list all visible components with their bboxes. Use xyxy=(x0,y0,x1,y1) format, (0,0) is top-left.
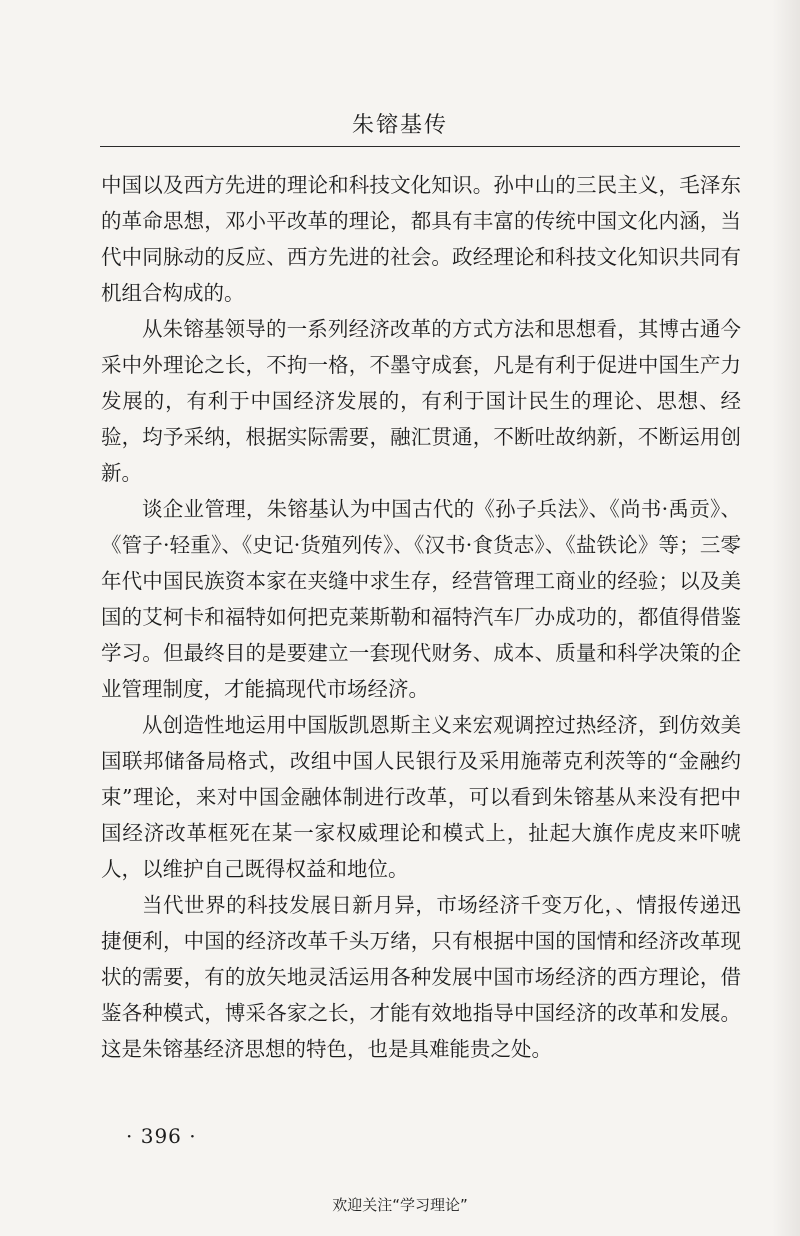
footer-note: 欢迎关注“学习理论” xyxy=(332,1196,468,1214)
body-text xyxy=(101,167,741,1067)
paragraph-4: 从创造性地运用中国版凯恩斯主义来宏观调控过热经济，到仿效美国联邦储备局格式，改组中国人民银行及采用施蒂克利茨等的“金融约束”理论，来对中国金融体制进行改革，可以看到朱镕基从来没有把中国经济改革框死在某一家权威理论和模式上，扯起大旗作虎皮来吓唬人，以维护自己既得权益和地位。 xyxy=(101,713,741,881)
page-edge-shadow xyxy=(772,0,800,1236)
page-number: · 396 · xyxy=(126,1124,197,1148)
paragraph-2: 从朱镕基领导的一系列经济改革的方式方法和思想看，其博古通今采中外理论之长，不拘一格，不墨守成套，凡是有利于促进中国生产力发展的，有利于中国经济发展的，有利于国计民生的理论、思想、经验，均予采纳，根据实际需要，融汇贯通，不断吐故纳新，不断运用创新。 xyxy=(101,317,741,485)
paragraph-1: 中国以及西方先进的理论和科技文化知识。孙中山的三民主义，毛泽东的革命思想，邓小平改革的理论，都具有丰富的传统中国文化内涵，当代中同脉动的反应、西方先进的社会。政经理论和科技文化知识共同有机组合构成的。 xyxy=(101,173,741,305)
paragraph-5: 当代世界的科技发展日新月异，市场经济千变万化，、情报传递迅捷便利，中国的经济改革千头万绪，只有根据中国的国情和经济改革现状的需要，有的放矢地灵活运用各种发展中国市场经济的西方理论，借鉴各种模式，博采各家之长，才能有效地指导中国经济的改革和发展。这是朱镕基经济思想的特色，也是具难能贵之处。 xyxy=(101,893,741,1061)
header-rule xyxy=(100,146,740,147)
paragraph-3: 谈企业管理，朱镕基认为中国古代的《孙子兵法》、《尚书·禹贡》、《管子·轻重》、《史记·货殖列传》、《汉书·食货志》、《盐铁论》等；三零年代中国民族资本家在夹缝中求生存，经营管理工商业的经验；以及美国的艾柯卡和福特如何把克莱斯勒和福特汽车厂办成功的，都值得借鉴学习。但最终目的是要建立一套现代财务、成本、质量和科学决策的企业管理制度，才能搞现代市场经济。 xyxy=(101,497,741,701)
running-head-title: 朱镕基传 xyxy=(351,113,448,138)
